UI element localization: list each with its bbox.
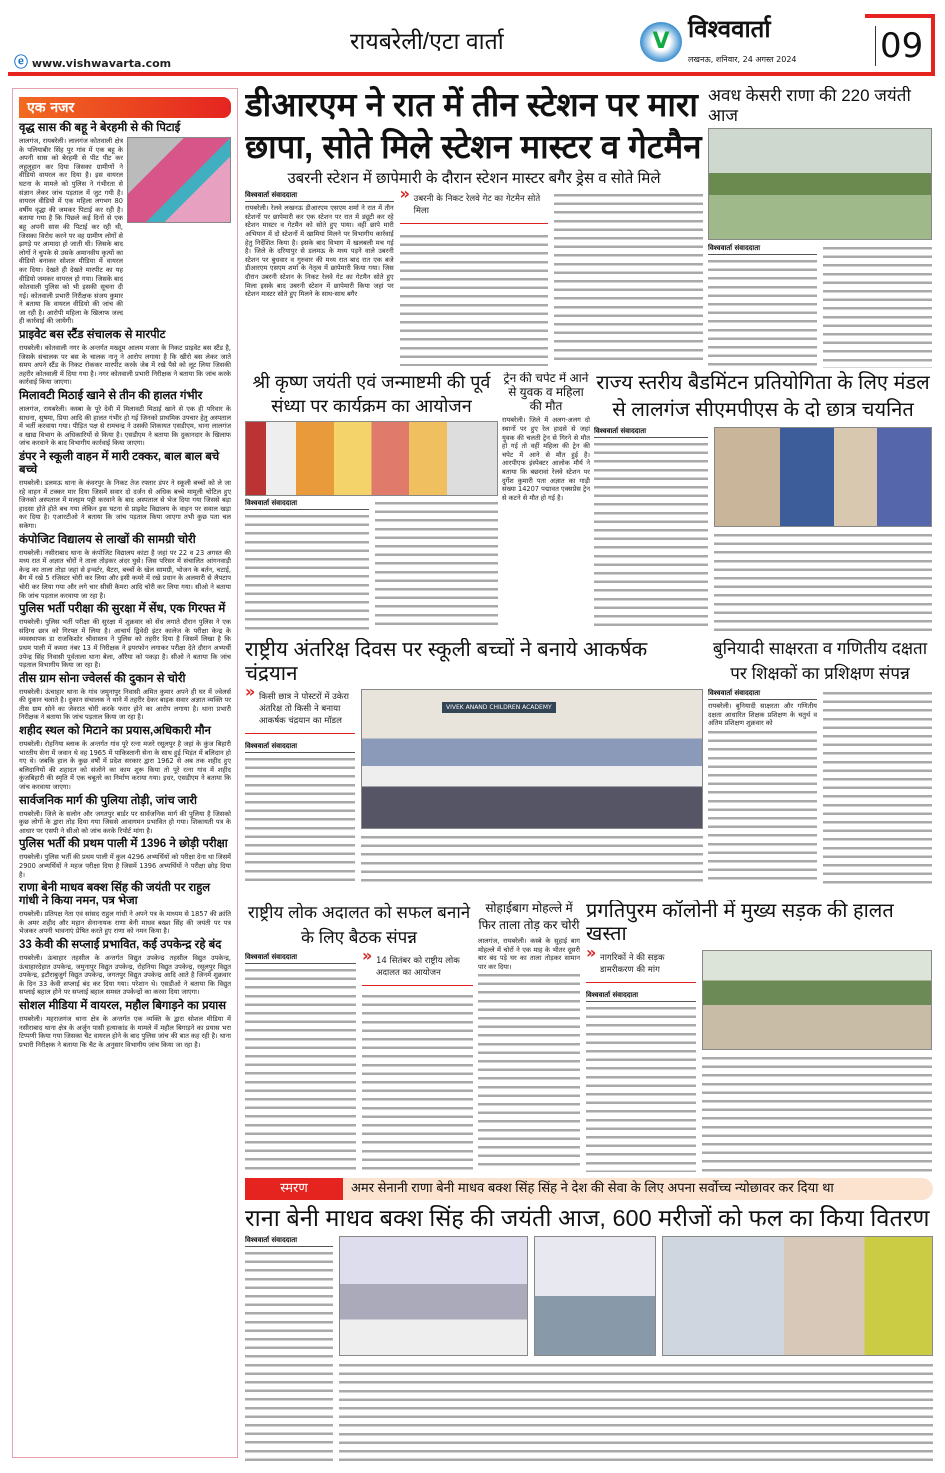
smaran-text: अमर सेनानी राणा बेनी माधव बक्श सिंह सिंह ने देश की सेवा के लिए अपना सर्वोच्च न्योछावर कर दिया था — [351, 1180, 834, 1195]
brief-headline: सोशल मीडिया में वायरल, महौल बिगाड़ने का प्रयास — [19, 999, 227, 1012]
brief-headline: वृद्ध सास की बहू ने बेरहमी से की पिटाई — [19, 122, 181, 134]
website-url[interactable]: ⓔ www.vishwavarta.com — [14, 55, 172, 71]
text-block — [375, 499, 499, 630]
avadh-article — [708, 86, 932, 368]
avadh-headline: अवध केसरी राणा की 220 जयंती आज — [708, 86, 911, 125]
byline: विश्ववार्ता संवाददाता — [245, 191, 394, 202]
avadh-photo — [708, 128, 932, 240]
lead-article — [245, 84, 703, 366]
brief-photo — [127, 137, 231, 223]
badminton-headline: राज्य स्तरीय बैडमिंटन प्रतियोगिता के लिए मंडल से लालगंज सीएमपीएस के दो छात्र चयनित — [596, 372, 930, 421]
sohaibag-headline: सोहाईबाग मोहल्ले में फिर ताला तोड़ कर चोरी — [478, 901, 580, 932]
brief-body: रायबरेली। डलमऊ थाना के कंवरपुर के निकट तेज रफ्तार डंपर ने स्कूली बच्चों को ले जा रहे वाहन में टक्कर मार दिया जिसमें सवार दो दर्जन से अधिक बच्चे मामूली चोटिल हुए जिनको अस्पताल में मलहम पट्टी करवाने के बाद अस्पताल से भेज दिया गया जिससे बड़ा हादसा होते होते बच गया लेकिन इस घटना से प्राइवेट विद्यालय के वाहन पर सवाल खड़ा कर दिया है। एआरटीओ ने बताया कि जांच पड़ताल किया जाएगा तभी कुछ पता चल सकेगा। — [19, 479, 231, 530]
brief-body: रायबरेली। प्रतिपक्ष नेता एवं सांसद राहुल गांधी ने अपने पत्र के माध्यम से 1857 की क्रांति के अमर शहीद और महान सेनानायक राणा बेनी माधव बख्श सिंह की जयंती पर पत्र भेजकर अपनी भावनाएं प्रेषित करते हुए राणा को नमन किया है। — [19, 910, 231, 936]
text-block — [478, 971, 580, 1172]
lead-body: रायबरेली। रेलवे लखनऊ डीआरएम एसएम शर्मा ने रात में तीन स्टेशनों पर छापेमारी कर एक स्टेशन पर रात में ड्यूटी कर रहे स्टेशन मास्टर व गेटमैन को सोते हुए पाया। वहीं छापे मारी अभियान में दो स्टेशनों में खामियां मिलने पर विभागीय कार्रवाई हेतु निर्देशित किया है। इसके बाद विभाग में खलबली मच गई है। जिले के दरियापुर से डलमऊ के मध्य पड़ने वाले उबरनी स्टेशन पर बुधवार व गुरुवार की मध्य रात बाद रात एक बजे डीआरएम एसएम शर्मा के नेतृत्व में छापेमारी किया गया। जिस दौरान उबरनी स्टेशन के निकट रेलवे गेट का गेटमैन सोते हुए मिला इसके बाद उबरनी स्टेशन में छापेमारी किया जहां पर स्टेशन मास्टर सोते हुए मिलने के साथ-साथ बगैर — [245, 204, 394, 299]
chandrayaan-headline: राष्ट्रीय अंतरिक्ष दिवस पर स्कूली बच्चों ने बनाये आकर्षक चंद्रयान — [245, 638, 648, 685]
text-block — [400, 232, 549, 366]
brief-headline: तीस ग्राम सोना ज्वेलर्स की दुकान से चोरी — [19, 672, 186, 685]
train-body: रायबरेली। जिले में अलग-अलग दो स्थानों पर हुए रेल हादसे से जहां युवक की चलती ट्रेन से गिरने से मौत हो गई तो वहीं महिला की ट्रेन की चपेट में आने से मौत हुई है। आरपीएफ इंस्पेक्टर आलोक मौर्य ने बताया कि बछरावां रेलवे स्टेशन पर दुर्गेश कुमारी पता अज्ञात का गाड़ी संख्या 14207 पद्मावत एक्सप्रेस ट्रेन से कटने से मौत हो गई है। — [502, 416, 590, 502]
train-headline: ट्रेन की चपेट में आने से युवक व महिला की मौत — [503, 372, 589, 413]
lead-subhead: उबरनी स्टेशन में छापेमारी के दौरान स्टेशन मास्टर बगैर ड्रेस व सोते मिले — [287, 170, 661, 187]
brief-headline: सार्वजनिक मार्ग की पुलिया तोड़ी, जांच जारी — [19, 794, 198, 807]
brief-body: रायबरेली। नसीराबाद थाना के कंपोजिट विद्यालय कांटा है जहां पर 22 व 23 अगस्त की मध्य रात में अज्ञात चोरों ने ताला तोड़कर अंदर घुसे। जिस परिसर में संचालित आंगनवाड़ी केन्द्र का ताला तोड़ा जहां से इन्वर्टर, बैटरा, बच्चों के खेल सामग्री, भोजन के बर्तन, चटाई, बैग में रखे 5 रजिस्टर चोरी कर लिया और इसी कमरे में रखे प्रधान के अलमारी से लैपटाप चोरी कर लिया गया और लगे चार सीसी कैमरा आदि चोरी कर लिया गया। सीओ ने बताया कि जांच पड़ताल करवाया जा रहा है। — [19, 548, 231, 600]
header-rule — [8, 72, 935, 76]
brief-body: रायबरेली। रोहनिया ब्लाक के अन्तर्गत गांव पूरे रत्ना मजरे रसूलपुर है जहां के कुंज बिहारी भारतीय सेना में जवान थे वह 1965 में पाकिस्तानी सेना के साथ हुई भिड़ंत में बलिदान हो गए थे। जबकि हाल के कुछ वर्षों में प्रदेश सरकार द्वारा 1962 से अब तक शहीद हुए बलिदानियों की शहादत को संजोने का काम शुरू किया तो पूरे रत्ना गांव में शहीद कुंजबिहारी की स्मृति में एक चबूतरे का निर्माण कराया गया। इधर, एसडीएम ने बताया कि जांच करवाया जाएगा। — [19, 740, 231, 792]
road-photo — [702, 950, 932, 1050]
text-block — [554, 191, 703, 366]
byline: विश्ववार्ता संवाददाता — [594, 427, 708, 438]
rana-section — [245, 1178, 933, 1462]
rana-photo-1 — [339, 1236, 528, 1356]
brief-body: लालगंज, रायबरेली। लालगंज कोतवाली क्षेत्र के पलियाबीर सिंह पुर गांव में एक बहू के अपनी सास को बेरहमी से पीट पीट कर लहूलुहान कर दिया जिसका ग्रामीणों ने वीडियो वायरल कर दिया है। इस वायरल घटना के मामले को पुलिस ने गंभीरता से संज्ञान लेकर जांच पड़ताल में जुट गयी है। वायरल वीडियो में एक महिला लगभग 80 वर्षीय वृद्धा की जमकर पिटाई कर रही है। बताया गया है कि पिछले कई दिनों से एक बहू अपनी सास की पिटाई कर रही थी, जिसका विरोध करने पर वह ग्रामीण लोगों से झगड़े पर आमादा हो जाती थी। जिसके बाद लोगों ने चुपके से उसके अमानवीय कृत्यों का वीडियो बनाकर सोशल मीडिया में वायरल कर दिया। देखते ही देखते मारपीट का यह वीडियो जमकर वायरल हो गया। जिसके बाद कोतवाली पुलिस को भी इसकी सूचना दी गई। कोतवाली प्रभारी निरीक्षक संजय कुमार ने बताया कि वायरल वीडियो की जांच की जा रही है। आरोपी महिला के खिलाफ जल्द ही कार्रवाई की जायेगी। — [19, 137, 123, 326]
text-block — [594, 440, 708, 632]
text-block — [362, 992, 473, 1172]
byline: विश्ववार्ता संवाददाता — [245, 499, 369, 510]
brand-logo: V — [640, 22, 682, 62]
text-block — [245, 1249, 333, 1462]
badminton-article — [594, 370, 932, 632]
smaran-label: स्मरण — [245, 1178, 343, 1200]
brief-body: रायबरेली। जिले के सलोन और जगतपुर बार्डर पर सार्वजनिक मार्ग की पुलिया है जिसको कुछ लोगों के द्वारा तोड़ दिया गया जिससे आवागमन प्रभावित हो गया। शिकायती पत्र के आधार पर एसपी ने सीओ को जांच करके रिपोर्ट मांगा है। — [19, 809, 231, 835]
text-block — [823, 689, 932, 886]
rana-headline: राना बेनी माधव बक्श सिंह की जयंती आज, 600 मरीजों को फल का किया वितरण — [245, 1205, 930, 1231]
page-number: 09 — [875, 26, 923, 66]
text-block — [708, 257, 817, 368]
text-block — [361, 833, 703, 886]
ek-nazar-column — [12, 88, 238, 1458]
brief-headline: डंपर ने स्कूली वाहन में मारी टक्कर, बाल बाल बचे बच्चे — [19, 451, 220, 476]
chandrayaan-photo — [361, 689, 703, 829]
brief-headline: पुलिस भर्ती परीक्षा की सुरक्षा में सेंध, एक गिरफ्त में — [19, 603, 226, 616]
brief-headline: शहीद स्थल को मिटाने का प्रयास,अधिकारी मौन — [19, 725, 211, 738]
text-block — [339, 1361, 933, 1462]
sohaibag-body: लालगंज, रायबरेली। कस्बे के सुहाई बाग मोहल्ले में चोरों ने एक माह के भीतर दूसरी बार बंद पड़े घर का ताला तोड़कर सामान पार कर दिया। — [478, 937, 580, 971]
pragatipur-headline: प्रगतिपुरम कॉलोनी में मुख्य सड़क की हालत खस्ता — [586, 900, 894, 945]
brief-body: रायबरेली। महराजगंज थाना क्षेत्र के अन्तर्गत एक व्यक्ति के द्वारा सोशल मीडिया में नसीराबाद थाना क्षेत्र के अर्जुन पासी हत्याकांड के मामले में महौल बिगाड़ने का प्रयास भरा टिप्पणी किया गया जिसका चैट वायरल होने के बाद पुलिस जांच की बात कह रही है। थाना प्रभारी निरीक्षक ने बताया कि चैट के अनुसार विभागीय जांच किया जा रहा है। — [19, 1014, 231, 1049]
text-block — [708, 728, 817, 886]
brief-body: लालगंज, रायबरेली। कस्बा के पूरे देवी में मिलावटी मिठाई खाने से एक ही परिवार के साधना, सुषमा, प्रिया आदि की हालत गंभीर हो गई जिनको प्राथमिक उपचार हेतु अस्पताल में भर्ती करवाया गया। पीड़ित पक्ष से रामचन्द्र ने उसकी शिकायत एसडीएम, थाना लालगंज व खाद्य विभाग के अधिकारियों से किया है। एसडीएम ने बताया कि दुकानदार के खिलाफ जांच करवाने के बाद विभागीय कार्रवाई किया जाएगा। — [19, 405, 231, 448]
byline: विश्ववार्ता संवाददाता — [708, 244, 817, 255]
buniyadi-headline: बुनियादी साक्षरता व गणितीय दक्षता पर शिक्षकों का प्रशिक्षण संपन्न — [712, 639, 928, 683]
brief-body: रायबरेली। ऊंचाहार तहसील के अन्तर्गत विद्युत उपकेन्द्र तहसील विद्युत उपकेन्द्र, ऊंचाहारदेहात उपकेन्द्र, जमुनापुर विद्युत उपकेन्द्र, रोहनिया विद्युत उपकेन्द्र, रसूलपुर विद्युत उपकेन्द्र, इटौराबुजुर्ग विद्युत उपकेन्द्र, जगतपुर विद्युत उपकेन्द्र आदि आते है जिनमें शुक्रवार के दिन 33 केवी सप्लाई बंद कर दिया गया। परेशान थे। एसडीओ ने बताया कि विद्युत सप्लाई बहाल होने पर सप्लाई बहाल समस्त उपकेन्द्रों का करवा दिया जाएगा। — [19, 953, 231, 997]
buniyadi-body: रायबरेली। बुनियादी साक्षरता और गणितीय दक्षता आधारित शिक्षक प्रशिक्षण के चतुर्थ व अंतिम प्रशिक्षण शुक्रवार को — [708, 702, 817, 728]
krishna-headline: श्री कृष्ण जयंती एवं जन्माष्टमी की पूर्व संध्या पर कार्यक्रम का आयोजन — [252, 372, 491, 416]
krishna-photo — [245, 421, 498, 496]
byline: विश्ववार्ता संवाददाता — [586, 991, 696, 1002]
dateline: लखनऊ, शनिवार, 24 अगस्त 2024 — [688, 55, 797, 64]
pull-quote: » उबरनी के निकट रेलवे गेट का गेटमैन सोते मिला — [400, 191, 549, 224]
buniyadi-article — [708, 636, 932, 886]
text-block — [245, 966, 356, 1172]
badminton-photo — [714, 427, 932, 527]
krishna-article — [245, 370, 498, 630]
sohaibag-article — [478, 900, 580, 1172]
text-block — [702, 1054, 932, 1172]
rana-photo-2 — [534, 1236, 656, 1356]
brand-name: विश्ववार्ता — [688, 16, 771, 43]
text-block — [823, 244, 932, 368]
academy-banner: VIVEK ANAND CHILDREN ACADEMY — [442, 702, 556, 713]
text-block — [714, 531, 932, 632]
pull-quote: » किसी छात्र ने पोस्टरों में उकेरा अंतरिक्ष तो किसी ने बनाया आकर्षक चंद्रयान का मॉडल — [245, 689, 355, 734]
chandrayaan-article — [245, 638, 703, 886]
text-block — [245, 755, 355, 886]
brief-body: रायबरेली। कोतवाली नगर के अन्तर्गत मख्दूम आलम मजार के निकट प्राइवेट बस स्टैंड है, जिसके संचालक पर बस के चालक नानू ने आरोप लगाया है कि खीरो बस लेकर जाते समय अपने स्टैंड के निकट रोककर मारपीट करके जेब में रखे पैसे को लूट लिया जिसकी तहरीर कोतवाली में दिया गया है। नगर कोतवाली प्रभारी निरीक्षक ने बताया कि जांच करके कार्रवाई किया जाएगा। — [19, 344, 231, 387]
pull-quote: » नागरिकों ने की सड़क डामरीकरण की मांग — [586, 950, 696, 983]
brief-body: रायबरेली। ऊंचाहार थाना के गांव जमुनापुर निवासी अमित कुमार अपने ही घर में ज्वेलर्स की दुकान चलाते है। दुकान संचालक ने थाने में तहरीर देकर बाइक सवार अज्ञात व्यक्ति पर तीस ग्राम सोने का जेवरात चोरी करके फरार होने का आरोप लगाया है। थाना प्रभारी निरीक्षक ने बताया कि जांच पड़ताल किया जा रहा है। — [19, 687, 231, 722]
ek-nazar-banner: एक नजर — [19, 97, 231, 118]
brief-headline: राणा बेनी माधव बक्श सिंह की जयंती पर राहुल गांधी ने किया नमन, पत्र भेजा — [19, 882, 211, 908]
brief-headline: 33 केवी की सप्लाई प्रभावित, कई उपकेन्द्र रहे बंद — [19, 938, 222, 951]
pragatipur-article — [586, 900, 932, 1172]
brief-body: रायबरेली। पुलिस भर्ती परीक्षा की सुरक्षा में शुक्रवार को सेंध लगाते दौरान पुलिस ने एक संदिग्ध छात्र को गिरफ्त में लिया है। आचार्य द्विवेदी इंटर कालेज के परीक्षा केन्द्र के व्यवस्थापक डा राजकिशोर श्रीवास्तव ने पुलिस को तहरीर दिया है जिसमें लिखा है कि प्रथम पाली में कमरा नंबर 13 में निरीक्षक ने इयरफोन लगाकर परीक्षा देते दौरान अभ्यर्थी उपेन्द्र सिंह निवासी पूर्वताला थाना बेला, औरैया को पकड़ा है। सीओ ने बताया कि जांच पड़ताल विभागीय किया जा रहा है। — [19, 618, 231, 670]
train-article — [502, 372, 590, 630]
brief-body: रायबरेली। पुलिस भर्ती की प्रथम पाली में कुल 4296 अभ्यर्थियों को परीक्षा देना था जिसमें 2900 अभ्यर्थियों ने महज परीक्षा दिया है जिसमें 1396 अभ्यर्थियों ने परीक्षा छोड़ दिया है। — [19, 853, 231, 879]
brief-headline: प्राइवेट बस स्टैंड संचालक से मारपीट — [19, 329, 166, 342]
text-block — [586, 1004, 696, 1172]
byline: विश्ववार्ता संवाददाता — [708, 689, 817, 700]
byline: विश्ववार्ता संवाददाता — [245, 953, 356, 964]
section-title: रायबरेली/एटा वार्ता — [350, 28, 504, 54]
byline: विश्ववार्ता संवाददाता — [245, 1236, 333, 1247]
byline: विश्ववार्ता संवाददाता — [245, 742, 355, 753]
lead-headline: डीआरएम ने रात में तीन स्टेशन पर मारा छापा, सोते मिले स्टेशन मास्टर व गेटमैन — [245, 86, 702, 165]
brief-headline: मिलावटी मिठाई खाने से तीन की हालत गंभीर — [19, 390, 203, 403]
pull-quote: » 14 सितंबर को राष्ट्रीय लोक अदालत का आयोजन — [362, 953, 473, 986]
browser-icon: ⓔ — [14, 55, 28, 71]
adalat-headline: राष्ट्रीय लोक अदालत को सफल बनाने के लिए बैठक संपन्न — [247, 903, 471, 947]
adalat-article — [245, 900, 473, 1172]
brief-headline: पुलिस भर्ती की प्रथम पाली में 1396 ने छोड़ी परीक्षा — [19, 838, 228, 851]
text-block — [245, 512, 369, 630]
smaran-bar — [245, 1178, 933, 1200]
rana-photo-3 — [662, 1236, 933, 1356]
brief-headline: कंपोजिट विद्यालय से लाखों की सामग्री चोरी — [19, 533, 196, 546]
